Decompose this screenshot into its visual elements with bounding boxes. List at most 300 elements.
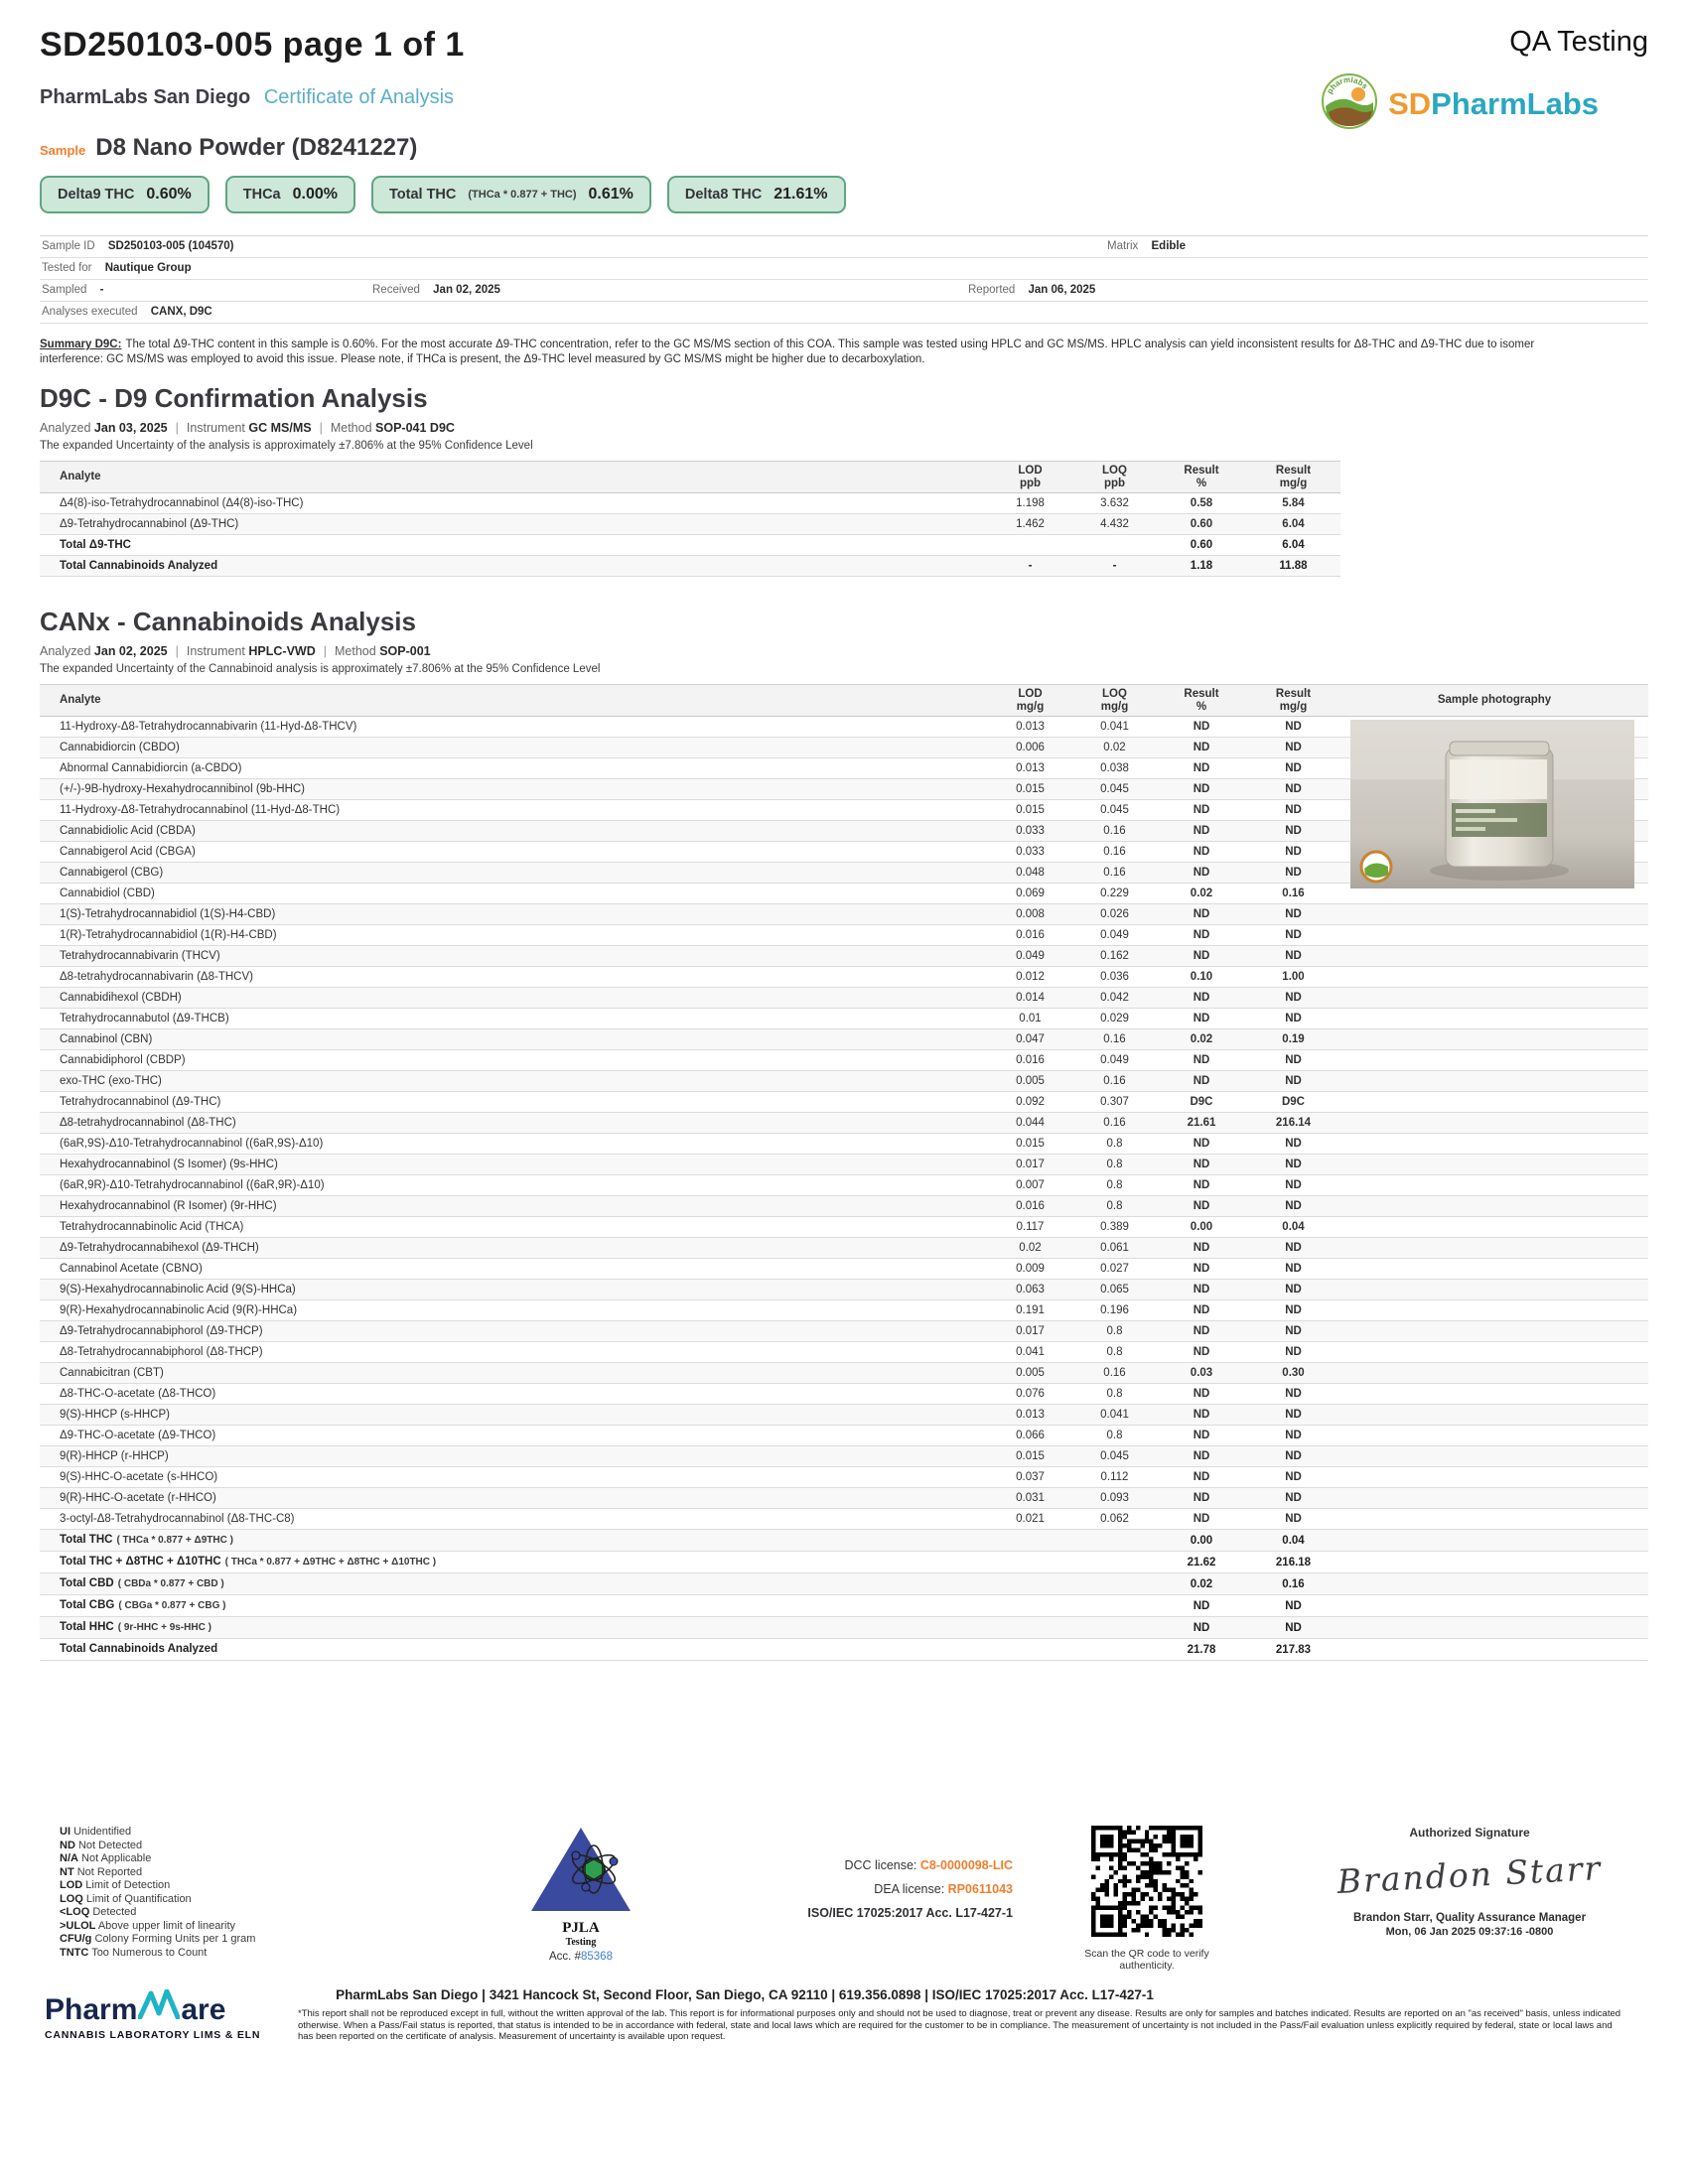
d9c-lod-cell: 1.198: [988, 493, 1072, 514]
d9c-result-mg-cell: 5.84: [1246, 493, 1340, 514]
pjla-name: PJLA: [562, 1920, 600, 1936]
canx-photo-spacer: [1340, 1092, 1648, 1113]
canx-total-pct-cell: ND: [1157, 1617, 1246, 1639]
canx-result-pct-cell: ND: [1157, 1009, 1246, 1029]
badge-value: 0.61%: [588, 186, 633, 203]
canx-lod-cell: 0.066: [988, 1426, 1072, 1446]
canx-result-mg-cell: 216.14: [1246, 1113, 1340, 1134]
canx-analyte-cell: Δ8-tetrahydrocannabinol (Δ8-THC): [40, 1113, 988, 1134]
canx-result-pct-cell: ND: [1157, 988, 1246, 1009]
legend-item: ND Not Detected: [60, 1839, 143, 1851]
canx-loq-cell: 0.029: [1072, 1009, 1157, 1029]
d9c-loq-cell: [1072, 535, 1157, 556]
sample-id-value: SD250103-005 (104570): [107, 240, 234, 252]
canx-result-mg-cell: ND: [1246, 1134, 1340, 1155]
canx-table-wrap: [40, 684, 1648, 1661]
canx-loq-cell: 0.041: [1072, 1405, 1157, 1426]
canx-photo-spacer: [1340, 1238, 1648, 1259]
canx-result-mg-cell: ND: [1246, 1405, 1340, 1426]
canx-result-mg-cell: ND: [1246, 1280, 1340, 1300]
canx-analyte-cell: exo-THC (exo-THC): [40, 1071, 988, 1092]
canx-lod-cell: 0.015: [988, 1446, 1072, 1467]
canx-row: [40, 1050, 1648, 1071]
legend-item: UI Unidentified: [60, 1826, 132, 1838]
canx-row: [40, 946, 1648, 967]
reported-value: Jan 06, 2025: [1028, 284, 1096, 296]
canx-lod-cell: 0.013: [988, 758, 1072, 779]
canx-result-pct-cell: ND: [1157, 925, 1246, 946]
canx-loq-cell: 0.049: [1072, 925, 1157, 946]
d9c-col-result-pct: Result %: [1157, 462, 1246, 493]
received-value: Jan 02, 2025: [433, 284, 500, 296]
canx-col-result-mg: Result mg/g: [1246, 685, 1340, 717]
canx-lod-cell: 0.013: [988, 1405, 1072, 1426]
d9c-col-lod: LOD ppb: [988, 462, 1072, 493]
canx-row: [40, 1092, 1648, 1113]
canx-result-mg-cell: ND: [1246, 779, 1340, 800]
canx-analyte-cell: Δ8-Tetrahydrocannabiphorol (Δ8-THCP): [40, 1342, 988, 1363]
canx-lod-cell: 0.007: [988, 1175, 1072, 1196]
d9c-result-mg-cell: 11.88: [1246, 556, 1340, 577]
legend-item: TNTC Too Numerous to Count: [60, 1946, 208, 1959]
canx-result-pct-cell: ND: [1157, 904, 1246, 925]
info-row-sample-id: [40, 236, 1648, 258]
canx-analyte-cell: Tetrahydrocannabinolic Acid (THCA): [40, 1217, 988, 1238]
canx-loq-cell: 0.8: [1072, 1134, 1157, 1155]
summary-label: Summary D9C:: [40, 339, 122, 350]
canx-result-mg-cell: ND: [1246, 1300, 1340, 1321]
canx-result-mg-cell: 0.30: [1246, 1363, 1340, 1384]
canx-total-row: [40, 1595, 1648, 1617]
canx-result-mg-cell: ND: [1246, 863, 1340, 884]
canx-lod-cell: 0.009: [988, 1259, 1072, 1280]
canx-row: [40, 1488, 1648, 1509]
canx-loq-cell: 0.062: [1072, 1509, 1157, 1530]
canx-loq-cell: 0.093: [1072, 1488, 1157, 1509]
canx-col-lod: LOD mg/g: [988, 685, 1072, 717]
d9c-lod-cell: [988, 535, 1072, 556]
canx-total-label-cell: Total CBG ( CBGa * 0.877 + CBG ): [40, 1595, 988, 1617]
d9c-result-mg-cell: 6.04: [1246, 514, 1340, 535]
sample-info: [40, 235, 1648, 324]
canx-result-pct-cell: ND: [1157, 1426, 1246, 1446]
canx-analyte-cell: 9(R)-HHC-O-acetate (r-HHCO): [40, 1488, 988, 1509]
d9c-table: [40, 461, 1340, 577]
d9c-result-pct-cell: 0.60: [1157, 535, 1246, 556]
canx-analyte-cell: Abnormal Cannabidiorcin (a-CBDO): [40, 758, 988, 779]
d9c-loq-cell: 3.632: [1072, 493, 1157, 514]
canx-loq-cell: 0.16: [1072, 1113, 1157, 1134]
canx-loq-cell: 0.162: [1072, 946, 1157, 967]
canx-lod-cell: 0.063: [988, 1280, 1072, 1300]
company-line: PharmLabs San Diego | 3421 Hancock St, Second Floor, San Diego, CA 92110 | 619.356.0898 | ISO/IEC 17025:2017 Acc. L17-427-1: [336, 1987, 1154, 2002]
d9c-heading: D9C - D9 Confirmation Analysis: [40, 383, 428, 413]
canx-result-pct-cell: ND: [1157, 1134, 1246, 1155]
info-row-dates: [40, 280, 1648, 302]
canx-row: [40, 1509, 1648, 1530]
signature-script: Brandon Starr: [1336, 1848, 1604, 1901]
canx-total-mg-cell: ND: [1246, 1595, 1340, 1617]
canx-total-pct-cell: 21.62: [1157, 1552, 1246, 1573]
signature-name-line: Brandon Starr, Quality Assurance Manager: [1352, 1912, 1587, 1924]
canx-analyte-cell: Tetrahydrocannabutol (Δ9-THCB): [40, 1009, 988, 1029]
canx-result-pct-cell: 0.02: [1157, 884, 1246, 904]
brand-sd: SD: [1388, 85, 1432, 121]
canx-analyte-cell: 3-octyl-Δ8-Tetrahydrocannabinol (Δ8-THC-C8): [40, 1509, 988, 1530]
canx-result-pct-cell: ND: [1157, 1071, 1246, 1092]
canx-result-pct-cell: 21.61: [1157, 1113, 1246, 1134]
canx-loq-cell: 0.16: [1072, 863, 1157, 884]
canx-row: [40, 988, 1648, 1009]
d9c-loq-cell: 4.432: [1072, 514, 1157, 535]
sampled-value: -: [99, 284, 104, 296]
canx-photo-spacer: [1340, 1217, 1648, 1238]
canx-loq-cell: 0.045: [1072, 1446, 1157, 1467]
sampled-label: Sampled: [42, 284, 87, 296]
badge-value: 0.00%: [292, 186, 338, 203]
canx-lod-cell: 0.015: [988, 1134, 1072, 1155]
canx-total-pct-cell: 0.02: [1157, 1573, 1246, 1595]
canx-lod-cell: 0.044: [988, 1113, 1072, 1134]
canx-photo-spacer: [1340, 1321, 1648, 1342]
canx-result-pct-cell: ND: [1157, 863, 1246, 884]
canx-total-row: [40, 1530, 1648, 1552]
legend: [60, 1826, 357, 1960]
pharmware-name-a: Pharm: [45, 1993, 138, 2026]
canx-result-mg-cell: 0.19: [1246, 1029, 1340, 1050]
canx-loq-cell: 0.8: [1072, 1196, 1157, 1217]
canx-total-row: [40, 1639, 1648, 1661]
iso-accreditation: ISO/IEC 17025:2017 Acc. L17-427-1: [807, 1906, 1013, 1920]
canx-analyte-cell: Tetrahydrocannabivarin (THCV): [40, 946, 988, 967]
d9c-row: [40, 493, 1340, 514]
canx-loq-cell: 0.8: [1072, 1342, 1157, 1363]
canx-result-pct-cell: ND: [1157, 1155, 1246, 1175]
canx-row: [40, 1071, 1648, 1092]
d9c-method: SOP-041 D9C: [375, 421, 455, 435]
summary-badges: [40, 176, 1648, 213]
canx-result-pct-cell: D9C: [1157, 1092, 1246, 1113]
d9c-result-pct-cell: 0.58: [1157, 493, 1246, 514]
canx-row: [40, 1342, 1648, 1363]
canx-result-mg-cell: ND: [1246, 821, 1340, 842]
qr-caption: Scan the QR code to verify authenticity.: [1084, 1948, 1209, 1972]
canx-loq-cell: 0.8: [1072, 1321, 1157, 1342]
canx-lod-cell: 0.092: [988, 1092, 1072, 1113]
canx-loq-cell: 0.061: [1072, 1238, 1157, 1259]
canx-col-analyte: Analyte: [40, 685, 988, 717]
canx-result-mg-cell: ND: [1246, 1467, 1340, 1488]
d9c-col-loq: LOQ ppb: [1072, 462, 1157, 493]
canx-analyte-cell: 9(R)-Hexahydrocannabinolic Acid (9(R)-HHCa): [40, 1300, 988, 1321]
badge-label: Total THC: [388, 187, 457, 203]
d9c-result-pct-cell: 0.60: [1157, 514, 1246, 535]
canx-photo-spacer: [1340, 988, 1648, 1009]
canx-row: [40, 1009, 1648, 1029]
canx-result-mg-cell: ND: [1246, 717, 1340, 738]
canx-analyte-cell: Cannabigerol (CBG): [40, 863, 988, 884]
pharmware-name-b: are: [181, 1993, 226, 2026]
canx-total-label-cell: Total HHC ( 9r-HHC + 9s-HHC ): [40, 1617, 988, 1639]
sample-row: [40, 134, 1648, 162]
canx-result-pct-cell: 0.00: [1157, 1217, 1246, 1238]
canx-row: [40, 1113, 1648, 1134]
canx-lod-cell: 0.015: [988, 800, 1072, 821]
canx-row: [40, 967, 1648, 988]
canx-lod-cell: 0.017: [988, 1321, 1072, 1342]
canx-result-pct-cell: ND: [1157, 717, 1246, 738]
qr-code: [1091, 1826, 1202, 1937]
canx-row: [40, 1155, 1648, 1175]
canx-total-mg-cell: 0.04: [1246, 1530, 1340, 1552]
canx-lod-cell: 0.017: [988, 1155, 1072, 1175]
canx-row: [40, 1467, 1648, 1488]
canx-method: SOP-001: [379, 644, 431, 658]
received-label: Received: [372, 284, 420, 296]
canx-row: [40, 1300, 1648, 1321]
canx-total-label-cell: Total THC + Δ8THC + Δ10THC ( THCa * 0.877 + Δ9THC + Δ8THC + Δ10THC ): [40, 1552, 988, 1573]
canx-lod-cell: 0.048: [988, 863, 1072, 884]
canx-result-mg-cell: ND: [1246, 946, 1340, 967]
canx-result-mg-cell: 1.00: [1246, 967, 1340, 988]
canx-total-row: [40, 1617, 1648, 1639]
canx-result-mg-cell: ND: [1246, 738, 1340, 758]
canx-analyte-cell: Δ8-tetrahydrocannabivarin (Δ8-THCV): [40, 967, 988, 988]
canx-row: [40, 904, 1648, 925]
canx-photo-spacer: [1340, 1029, 1648, 1050]
analyses-value: CANX, D9C: [150, 306, 212, 318]
canx-lod-cell: 0.008: [988, 904, 1072, 925]
tested-for-value: Nautique Group: [104, 262, 192, 274]
canx-lod-cell: 0.031: [988, 1488, 1072, 1509]
canx-result-mg-cell: 0.04: [1246, 1217, 1340, 1238]
d9c-analyte-cell: Δ9-Tetrahydrocannabinol (Δ9-THC): [40, 514, 988, 535]
canx-row: [40, 1446, 1648, 1467]
canx-loq-cell: 0.8: [1072, 1175, 1157, 1196]
canx-loq-cell: 0.16: [1072, 1071, 1157, 1092]
d9c-instrument: GC MS/MS: [248, 421, 312, 435]
canx-total-label-cell: Total Cannabinoids Analyzed: [40, 1639, 988, 1661]
canx-lod-cell: 0.014: [988, 988, 1072, 1009]
canx-photo-spacer: [1340, 1300, 1648, 1321]
canx-result-pct-cell: ND: [1157, 1259, 1246, 1280]
lab-name: PharmLabs San Diego: [40, 86, 251, 108]
canx-analyte-cell: Cannabinol (CBN): [40, 1029, 988, 1050]
canx-result-mg-cell: ND: [1246, 1509, 1340, 1530]
canx-analyte-cell: Δ9-Tetrahydrocannabihexol (Δ9-THCH): [40, 1238, 988, 1259]
legend-item: >ULOL Above upper limit of linearity: [60, 1919, 236, 1932]
canx-result-pct-cell: ND: [1157, 1467, 1246, 1488]
canx-result-mg-cell: ND: [1246, 1175, 1340, 1196]
canx-row: [40, 1384, 1648, 1405]
canx-analyte-cell: (6aR,9S)-Δ10-Tetrahydrocannabinol ((6aR,9S)-Δ10): [40, 1134, 988, 1155]
svg-text:pharmlabs: pharmlabs: [1325, 74, 1370, 96]
disclaimer: *This report shall not be reproduced except in full, without the written approval of the lab. This report is for informational purposes only and should not be used to diagnose, treat or prevent any disease. Results are only for samples and batches indicated. Results are reported on an "as received" basis, unless indicated otherwise. When a Pass/Fail status is reported, that status is intended to be in accordance with federal, state and local laws which are required for the customer to be in compliance. The measurement of uncertainty is not included in the Pass/Fail evaluation unless explicitly required by federal, state or local laws and has been reported on the certificate of analysis. Measurement of uncertainty is available upon request.: [298, 2008, 1621, 2042]
canx-photo-spacer: [1340, 1134, 1648, 1155]
signature-timestamp: Mon, 06 Jan 2025 09:37:16 -0800: [1385, 1926, 1554, 1938]
canx-photo-spacer: [1340, 967, 1648, 988]
canx-row: [40, 1426, 1648, 1446]
canx-result-pct-cell: ND: [1157, 1238, 1246, 1259]
canx-analyte-cell: 1(S)-Tetrahydrocannabidiol (1(S)-H4-CBD): [40, 904, 988, 925]
canx-lod-cell: 0.117: [988, 1217, 1072, 1238]
d9c-row: [40, 535, 1340, 556]
canx-loq-cell: 0.196: [1072, 1300, 1157, 1321]
canx-result-mg-cell: ND: [1246, 1321, 1340, 1342]
matrix-label: Matrix: [1107, 240, 1139, 252]
canx-row: [40, 1405, 1648, 1426]
canx-loq-cell: 0.02: [1072, 738, 1157, 758]
canx-lod-cell: 0.049: [988, 946, 1072, 967]
cannabinoid-badge: [225, 176, 355, 213]
canx-row: [40, 1196, 1648, 1217]
canx-meta: Analyzed Jan 02, 2025 | Instrument HPLC-VWD | Method SOP-001: [40, 644, 431, 658]
canx-loq-cell: 0.8: [1072, 1155, 1157, 1175]
canx-row: [40, 1321, 1648, 1342]
canx-row: [40, 1259, 1648, 1280]
canx-total-label-cell: Total CBD ( CBDa * 0.877 + CBD ): [40, 1573, 988, 1595]
d9c-analyzed-date: Jan 03, 2025: [93, 421, 168, 435]
canx-analyte-cell: 1(R)-Tetrahydrocannabidiol (1(R)-H4-CBD): [40, 925, 988, 946]
summary-text: The total Δ9-THC content in this sample is 0.60%. For the most accurate Δ9-THC concentration, refer to the GC MS/MS section of this COA. This sample was tested using HPLC and GC MS/MS. HPLC analysis can yield inconsistent results for Δ8-THC and Δ9-THC due to isomer interference: GC MS/MS was employed to avoid this issue. Please note, if THCa is present, the Δ9-THC level measured by GC MS/MS might be higher due to decarboxylation.: [40, 339, 1535, 365]
canx-result-pct-cell: ND: [1157, 1300, 1246, 1321]
matrix-value: Edible: [1151, 240, 1187, 252]
license-block: [755, 1853, 1013, 1925]
canx-loq-cell: 0.041: [1072, 717, 1157, 738]
canx-loq-cell: 0.065: [1072, 1280, 1157, 1300]
canx-loq-cell: 0.038: [1072, 758, 1157, 779]
cannabinoid-badge: [371, 176, 651, 213]
canx-result-mg-cell: ND: [1246, 1488, 1340, 1509]
canx-analyte-cell: Cannabidiorcin (CBDO): [40, 738, 988, 758]
sample-id-label: Sample ID: [42, 240, 95, 252]
canx-loq-cell: 0.16: [1072, 1029, 1157, 1050]
canx-loq-cell: 0.112: [1072, 1467, 1157, 1488]
canx-lod-cell: 0.016: [988, 1196, 1072, 1217]
footer: [40, 1826, 1648, 1972]
d9c-row: [40, 556, 1340, 577]
canx-total-mg-cell: ND: [1246, 1617, 1340, 1639]
canx-result-mg-cell: ND: [1246, 1426, 1340, 1446]
canx-lod-cell: 0.076: [988, 1384, 1072, 1405]
d9c-row: [40, 514, 1340, 535]
canx-lod-cell: 0.01: [988, 1009, 1072, 1029]
canx-result-mg-cell: ND: [1246, 842, 1340, 863]
canx-result-pct-cell: ND: [1157, 946, 1246, 967]
canx-loq-cell: 0.16: [1072, 821, 1157, 842]
canx-loq-cell: 0.045: [1072, 779, 1157, 800]
canx-photo-spacer: [1340, 1071, 1648, 1092]
canx-loq-cell: 0.229: [1072, 884, 1157, 904]
canx-result-mg-cell: ND: [1246, 758, 1340, 779]
pjla-logo-icon: [526, 1900, 635, 1917]
canx-analyte-cell: 11-Hydroxy-Δ8-Tetrahydrocannabivarin (11-Hyd-Δ8-THCV): [40, 717, 988, 738]
canx-lod-cell: 0.021: [988, 1509, 1072, 1530]
legend-item: N/A Not Applicable: [60, 1852, 152, 1864]
qa-testing-label: QA Testing: [1509, 26, 1648, 58]
badge-formula: (THCa * 0.877 + THC): [468, 189, 577, 201]
canx-total-label-cell: Total THC ( THCa * 0.877 + Δ9THC ): [40, 1530, 988, 1552]
canx-result-pct-cell: ND: [1157, 821, 1246, 842]
d9c-analyte-cell: Δ4(8)-iso-Tetrahydrocannabinol (Δ4(8)-iso-THC): [40, 493, 988, 514]
canx-result-pct-cell: ND: [1157, 1384, 1246, 1405]
canx-total-mg-cell: 217.83: [1246, 1639, 1340, 1661]
canx-result-mg-cell: ND: [1246, 1196, 1340, 1217]
top-header: [40, 26, 1648, 65]
cannabinoid-badge: [667, 176, 846, 213]
canx-total-row: [40, 1552, 1648, 1573]
canx-lod-cell: 0.02: [988, 1238, 1072, 1259]
qr-block: [1072, 1826, 1221, 1972]
canx-analyte-cell: Cannabigerol Acid (CBGA): [40, 842, 988, 863]
pjla-accession: Acc. #85368: [549, 1951, 613, 1963]
canx-photo-spacer: [1340, 1280, 1648, 1300]
pharmware-logo: [45, 1989, 273, 2041]
canx-total-mg-cell: 216.18: [1246, 1552, 1340, 1573]
canx-photo-spacer: [1340, 1050, 1648, 1071]
canx-analyte-cell: 9(S)-HHCP (s-HHCP): [40, 1405, 988, 1426]
canx-lod-cell: 0.047: [988, 1029, 1072, 1050]
canx-lod-cell: 0.016: [988, 1050, 1072, 1071]
canx-photo-spacer: [1340, 1113, 1648, 1134]
canx-result-mg-cell: ND: [1246, 904, 1340, 925]
tested-for-label: Tested for: [42, 262, 92, 274]
canx-row: [40, 1175, 1648, 1196]
dea-license: DEA license: RP0611043: [874, 1882, 1013, 1896]
document-id: SD250103-005 page 1 of 1: [40, 26, 465, 64]
canx-result-mg-cell: ND: [1246, 1446, 1340, 1467]
canx-analyte-cell: 9(S)-HHC-O-acetate (s-HHCO): [40, 1467, 988, 1488]
canx-result-mg-cell: ND: [1246, 1009, 1340, 1029]
canx-loq-cell: 0.307: [1072, 1092, 1157, 1113]
canx-loq-cell: 0.16: [1072, 842, 1157, 863]
canx-result-pct-cell: ND: [1157, 1175, 1246, 1196]
d9c-col-analyte: Analyte: [40, 462, 988, 493]
canx-analyte-cell: 11-Hydroxy-Δ8-Tetrahydrocannabinol (11-Hyd-Δ8-THC): [40, 800, 988, 821]
badge-label: Delta8 THC: [684, 187, 763, 203]
canx-result-pct-cell: 0.03: [1157, 1363, 1246, 1384]
canx-result-pct-cell: ND: [1157, 1405, 1246, 1426]
canx-result-mg-cell: ND: [1246, 1071, 1340, 1092]
canx-result-pct-cell: ND: [1157, 738, 1246, 758]
pharmlabs-logo: [1321, 72, 1599, 135]
analyses-label: Analyses executed: [42, 306, 138, 318]
canx-row: [40, 1280, 1648, 1300]
canx-uncertainty: The expanded Uncertainty of the Cannabinoid analysis is approximately ±7.806% at the 95% Confidence Level: [40, 663, 601, 675]
canx-row: [40, 1217, 1648, 1238]
canx-loq-cell: 0.049: [1072, 1050, 1157, 1071]
pharmware-wave-icon: [138, 1989, 180, 2027]
canx-photo-spacer: [1340, 1175, 1648, 1196]
sample-name: D8 Nano Powder (D8241227): [95, 134, 418, 161]
d9c-result-pct-cell: 1.18: [1157, 556, 1246, 577]
canx-result-pct-cell: ND: [1157, 1280, 1246, 1300]
canx-col-result-pct: Result %: [1157, 685, 1246, 717]
canx-photo-spacer: [1340, 904, 1648, 925]
canx-analyte-cell: Cannabicitran (CBT): [40, 1363, 988, 1384]
canx-result-mg-cell: ND: [1246, 1155, 1340, 1175]
canx-result-pct-cell: ND: [1157, 779, 1246, 800]
canx-result-mg-cell: 0.16: [1246, 884, 1340, 904]
canx-total-row: [40, 1573, 1648, 1595]
canx-lod-cell: 0.015: [988, 779, 1072, 800]
canx-result-pct-cell: ND: [1157, 842, 1246, 863]
canx-result-mg-cell: ND: [1246, 1342, 1340, 1363]
canx-result-pct-cell: ND: [1157, 1446, 1246, 1467]
canx-row: [40, 1029, 1648, 1050]
signature-title: Authorized Signature: [1409, 1826, 1530, 1840]
canx-photo-spacer: [1340, 1384, 1648, 1405]
